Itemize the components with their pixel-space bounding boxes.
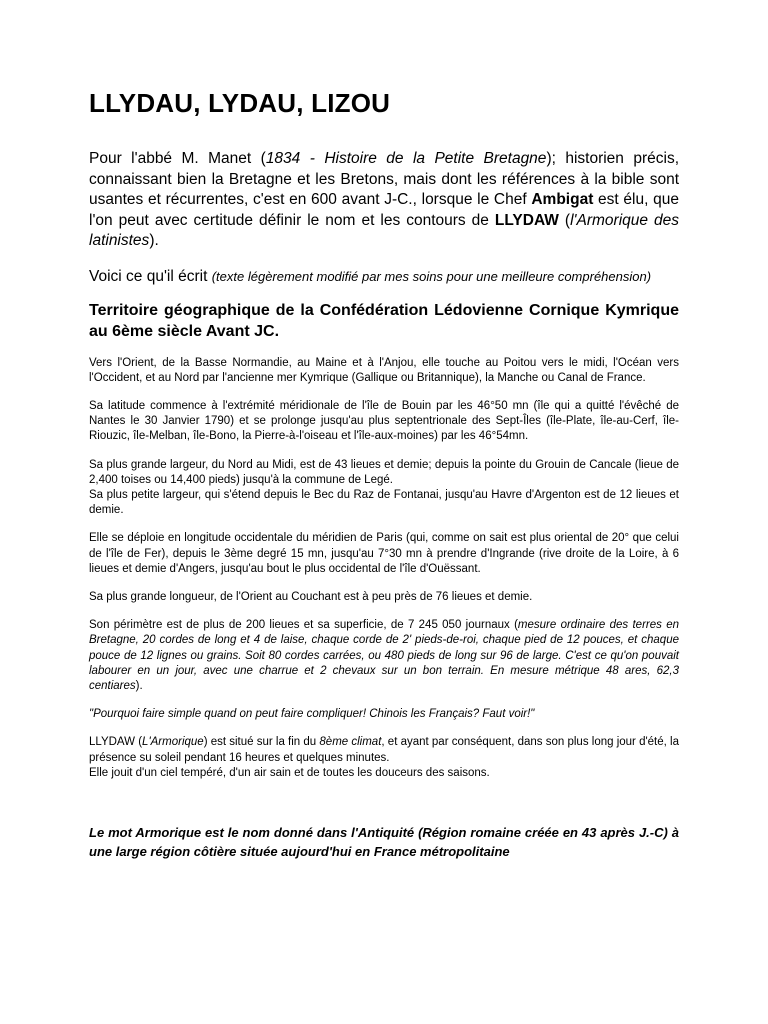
paragraph-largeur-min: Sa plus petite largeur, qui s'étend depuis le Bec du Raz de Fontanai, jusqu'au Havre d'Argenton est de 12 lieues et demie. xyxy=(89,488,679,517)
section-subtitle: Territoire géographique de la Confédération Lédovienne Cornique Kymrique au 6ème siècle Avant JC. xyxy=(89,301,679,340)
intro-text-1: Pour l'abbé M. Manet ( xyxy=(89,150,266,167)
climat-text-6: Elle jouit d'un ciel tempéré, d'un air sain et de toutes les douceurs des saisons. xyxy=(89,766,490,779)
intro-armorique: l'Armorique des latinistes xyxy=(89,211,679,249)
intro-book-title: 1834 - Histoire de la Petite Bretagne xyxy=(265,150,547,167)
paragraph-largeur xyxy=(89,458,679,519)
paragraph-latitude: Sa latitude commence à l'extrémité méridionale de l'île de Bouin par les 46°50 mn (île qui a quitté l'évêché de Nantes le 30 Janvier 1790) et se prolonge jusqu'au plus septentrionale des Sept-Îles (île-Plate, île-au-Cerf, île-Riouzic, île-Melban, île-Bono, la Pierre-à-l'oiseau et l'île-aux-moines) par les 46°54mn. xyxy=(89,399,679,443)
perimetre-close: ). xyxy=(135,679,143,692)
climat-text-3: ) est situé sur la fin du xyxy=(203,736,320,749)
intro-paragraph xyxy=(89,149,679,252)
document-page xyxy=(89,88,679,861)
paragraph-climat xyxy=(89,735,679,781)
paragraph-longueur: Sa plus grande longueur, de l'Orient au Couchant est à peu près de 76 lieues et demie. xyxy=(89,590,533,603)
climat-text-1: LLYDAW ( xyxy=(89,736,143,749)
intro-text-5: est élu, que l'on peut avec certitude définir le nom et les contours de xyxy=(89,191,679,229)
intro-chief-name: Ambigat xyxy=(531,191,594,208)
climat-text-5: , et ayant par conséquent, dans son plus long jour d'été, la présence su soleil pendant 16 heures et quelques minutes. xyxy=(89,736,679,764)
intro-text-7: ( xyxy=(558,211,571,229)
perimetre-note: mesure ordinaire des terres en Bretagne, 20 cordes de long et 4 de laise, chaque corde de 2' pieds-de-roi, chaque pied de 12 pouces, et chaque pouce de 12 lignes ou grains. Soit 80 cordes carrées, ou 480 pieds de long sur 96 de large. C'est ce qu'on pouvait labourer en un jour, avec une charrue et 2 chevaux sur un bon terrain. En mesure métrique 48 ares, 62,3 centiares xyxy=(89,619,679,692)
voici-main: Voici ce qu'il écrit xyxy=(89,267,212,285)
intro-llydaw: LLYDAW xyxy=(494,211,559,229)
climat-8eme: 8ème climat xyxy=(319,736,382,749)
paragraph-perimetre xyxy=(89,618,679,694)
voici-note: (texte légèrement modifié par mes soins pour une meilleure compréhension) xyxy=(211,268,652,284)
final-paragraph: Le mot Armorique est le nom donné dans l'Antiquité (Région romaine créée en 43 après J.-C) à une large région côtière située aujourd'hui en France métropolitaine xyxy=(89,824,679,859)
paragraph-largeur-max: Sa plus grande largeur, du Nord au Midi, est de 43 lieues et demie; depuis la pointe du Grouin de Cancale (lieue de 2,400 toises ou 14,400 pieds) jusqu'à la commune de Legé. xyxy=(89,458,679,486)
intro-text-9: ). xyxy=(149,232,159,249)
voici-paragraph xyxy=(89,268,679,286)
intro-text-3: ); historien précis, connaissant bien la Bretagne et les Bretons, mais dont les références à la bible sont usantes et récurrentes, c'est en 600 avant J-C., lorsque le Chef xyxy=(89,150,680,208)
paragraph-quote: "Pourquoi faire simple quand on peut faire compliquer! Chinois les Français? Faut voir!" xyxy=(89,708,535,721)
paragraph-orient: Vers l'Orient, de la Basse Normandie, au Maine et à l'Anjou, elle touche au Poitou vers le midi, l'Océan vers l'Occident, et au Nord par l'ancienne mer Kymrique (Gallique ou Britannique), la Manche ou Canal de France. xyxy=(89,356,679,384)
page-title: LLYDAU, LYDAU, LIZOU xyxy=(89,88,391,118)
climat-armorique: L'Armorique xyxy=(142,736,204,749)
paragraph-longitude: Elle se déploie en longitude occidentale du méridien de Paris (qui, comme on sait est plus oriental de 20° que celui de l'île de Fer), depuis le 3ème degré 15 mn, jusqu'au 7°30 mn à prendre d'Ingrande (rive droite de la Loire, à 6 lieues et demie d'Angers, jusqu'au bout le plus occidental de l'île d'Ouëssant. xyxy=(89,532,679,575)
perimetre-text: Son périmètre est de plus de 200 lieues et sa superficie, de 7 245 050 journaux ( xyxy=(89,619,518,632)
